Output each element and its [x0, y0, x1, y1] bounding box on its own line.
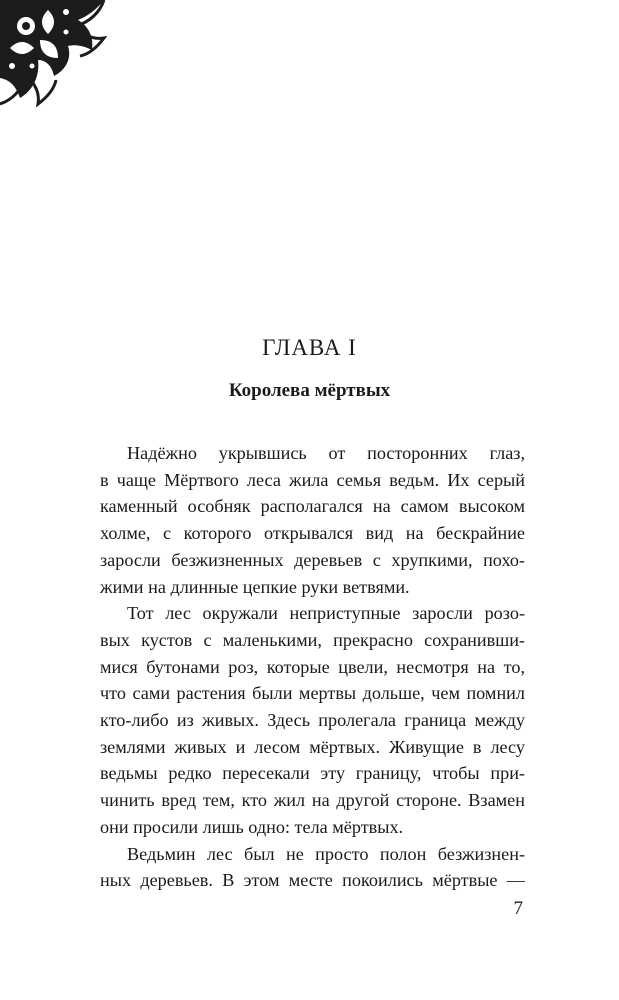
text-line: они просили лишь одно: тела мёртвых.	[100, 816, 404, 837]
text-line: Надёжно укрывшись от посторонних глаз,	[127, 443, 525, 463]
text-line: кто-либо из живых. Здесь пролегала граница между	[100, 710, 525, 731]
corner-ornament-icon	[0, 0, 112, 112]
text-line: ных деревьев. В этом месте покоились мёртвые —	[100, 870, 525, 891]
text-line: заросли безжизненных деревьев с хрупкими, похо-	[100, 549, 525, 570]
chapter-title: Королева мёртвых	[228, 380, 391, 401]
text-line: в чаще Мёртвого леса жила семья ведьм. Их серый	[100, 469, 525, 490]
body-text	[100, 440, 525, 894]
text-line: ведьмы редко пересекали эту границу, чтобы при-	[100, 763, 525, 784]
chapter-heading: ГЛАВА I	[262, 335, 357, 360]
text-line: чинить вред тем, кто жил на другой стороне. Взамен	[100, 790, 525, 811]
text-line: что сами растения были мертвы дольше, чем помнил	[100, 683, 525, 704]
text-line: Тот лес окружали неприступные заросли розо-	[127, 603, 525, 624]
text-line: Ведьмин лес был не просто полон безжизнен-	[127, 843, 525, 864]
text-line: землями живых и лесом мёртвых. Живущие в лесу	[100, 736, 525, 757]
text-line: каменный особняк располагался на самом высоком	[100, 496, 525, 517]
page-number: 7	[513, 898, 523, 919]
text-line: мися бутонами роз, которые цвели, несмотря на то,	[100, 656, 525, 677]
text-line: вых кустов с маленькими, прекрасно сохранивши-	[100, 629, 525, 650]
text-line: жими на длинные цепкие руки ветвями.	[100, 576, 410, 597]
text-line: холме, с которого открывался вид на бескрайние	[100, 523, 525, 544]
